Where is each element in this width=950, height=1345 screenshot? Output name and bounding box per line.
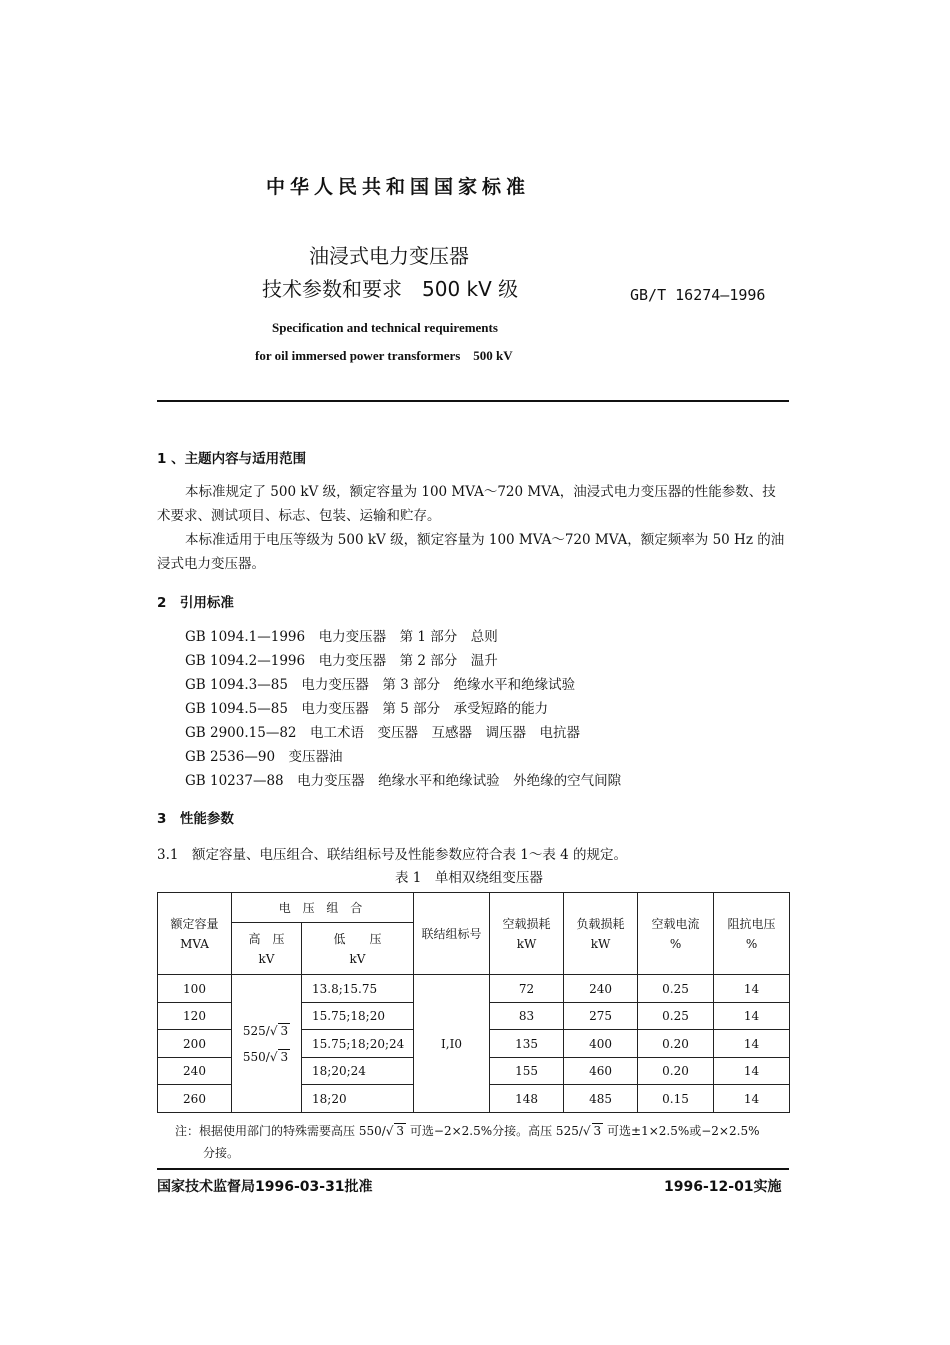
reference-item: GB 1094.3—85 电力变压器 第 3 部分 绝缘水平和绝缘试验 xyxy=(185,677,576,693)
reference-item: GB 1094.5—85 电力变压器 第 5 部分 承受短路的能力 xyxy=(185,701,549,717)
header-hv: 高 压 kV xyxy=(232,923,302,975)
standard-code: GB/T 16274—1996 xyxy=(630,286,766,304)
cell-pk: 485 xyxy=(564,1085,638,1113)
cell-pk: 240 xyxy=(564,975,638,1003)
cell-lv: 13.8;15.75 xyxy=(302,975,414,1003)
reference-item: GB 1094.1—1996 电力变压器 第 1 部分 总则 xyxy=(185,629,498,645)
cell-pk: 460 xyxy=(564,1058,638,1085)
cell-lv: 18;20 xyxy=(302,1085,414,1113)
cell-capacity: 260 xyxy=(158,1085,232,1113)
cell-capacity: 100 xyxy=(158,975,232,1003)
cell-uk: 14 xyxy=(714,1030,790,1058)
header-lv: 低 压 kV xyxy=(302,923,414,975)
section1-paragraph1: 本标准规定了 500 kV 级，额定容量为 100 MVA～720 MVA，油浸式电力变压器的性能参数、技术要求、测试项目、标志、包装、运输和贮存。 xyxy=(157,484,776,524)
cell-uk: 14 xyxy=(714,1003,790,1030)
cell-i0: 0.25 xyxy=(638,975,714,1003)
cell-hv-voltage: 525/√ 3 550/√ 3 xyxy=(232,975,302,1113)
cell-lv: 15.75;18;20;24 xyxy=(302,1030,414,1058)
header-voltage-combination: 电 压 组 合 xyxy=(232,893,414,923)
cell-lv: 15.75;18;20 xyxy=(302,1003,414,1030)
cell-p0: 148 xyxy=(490,1085,564,1113)
reference-item: GB 2536—90 变压器油 xyxy=(185,749,343,765)
section3-heading: 3 性能参数 xyxy=(157,811,234,827)
clause-3-1: 3.1 额定容量、电压组合、联结组标号及性能参数应符合表 1～表 4 的规定。 xyxy=(157,847,628,863)
title-cn-line2: 技术参数和要求 500 kV 级 xyxy=(262,277,519,301)
table-row xyxy=(158,975,790,1003)
section1-paragraph2: 本标准适用于电压等级为 500 kV 级，额定容量为 100 MVA～720 MVA，额定频率为 50 Hz 的油浸式电力变压器。 xyxy=(157,532,785,572)
header-no-load-current: 空载电流 % xyxy=(638,893,714,975)
cell-vector-group: I,I0 xyxy=(414,975,490,1113)
cell-pk: 400 xyxy=(564,1030,638,1058)
cell-uk: 14 xyxy=(714,1085,790,1113)
footer-divider xyxy=(157,1168,789,1170)
cell-uk: 14 xyxy=(714,975,790,1003)
header-divider xyxy=(157,400,789,402)
cell-lv: 18;20;24 xyxy=(302,1058,414,1085)
table1-caption: 表 1 单相双绕组变压器 xyxy=(395,870,543,886)
cell-uk: 14 xyxy=(714,1058,790,1085)
cell-p0: 83 xyxy=(490,1003,564,1030)
header-load-loss: 负载损耗 kW xyxy=(564,893,638,975)
approval-date: 国家技术监督局1996-03-31批准 xyxy=(157,1179,373,1195)
cell-i0: 0.20 xyxy=(638,1058,714,1085)
implementation-date: 1996-12-01实施 xyxy=(664,1179,782,1195)
reference-item: GB 2900.15—82 电工术语 变压器 互感器 调压器 电抗器 xyxy=(185,725,580,741)
cell-i0: 0.15 xyxy=(638,1085,714,1113)
cell-i0: 0.20 xyxy=(638,1030,714,1058)
section2-heading: 2 引用标准 xyxy=(157,595,234,611)
title-cn-line1: 油浸式电力变压器 xyxy=(309,244,469,268)
cell-p0: 72 xyxy=(490,975,564,1003)
title-en-line1: Specification and technical requirements xyxy=(272,320,498,335)
table1 xyxy=(157,892,790,1113)
national-standard-heading: 中华人民共和国国家标准 xyxy=(266,176,531,198)
title-en-line2: for oil immersed power transformers 500 kV xyxy=(255,348,513,363)
cell-p0: 135 xyxy=(490,1030,564,1058)
reference-item: GB 1094.2—1996 电力变压器 第 2 部分 温升 xyxy=(185,653,498,669)
table1-note-line2: 分接。 xyxy=(203,1146,240,1160)
cell-capacity: 240 xyxy=(158,1058,232,1085)
table1-note: 注：根据使用部门的特殊需要高压 550/√ 3 可选−2×2.5%分接。高压 525/√ 3 可选±1×2.5%或−2×2.5% xyxy=(175,1124,760,1138)
header-impedance-voltage: 阻抗电压 % xyxy=(714,893,790,975)
header-no-load-loss: 空载损耗 kW xyxy=(490,893,564,975)
cell-p0: 155 xyxy=(490,1058,564,1085)
cell-pk: 275 xyxy=(564,1003,638,1030)
section1-heading: 1 、主题内容与适用范围 xyxy=(157,451,307,467)
cell-capacity: 120 xyxy=(158,1003,232,1030)
header-vector-group: 联结组标号 xyxy=(414,893,490,975)
cell-capacity: 200 xyxy=(158,1030,232,1058)
reference-item: GB 10237—88 电力变压器 绝缘水平和绝缘试验 外绝缘的空气间隙 xyxy=(185,773,622,789)
header-rated-capacity: 额定容量 MVA xyxy=(158,893,232,975)
cell-i0: 0.25 xyxy=(638,1003,714,1030)
